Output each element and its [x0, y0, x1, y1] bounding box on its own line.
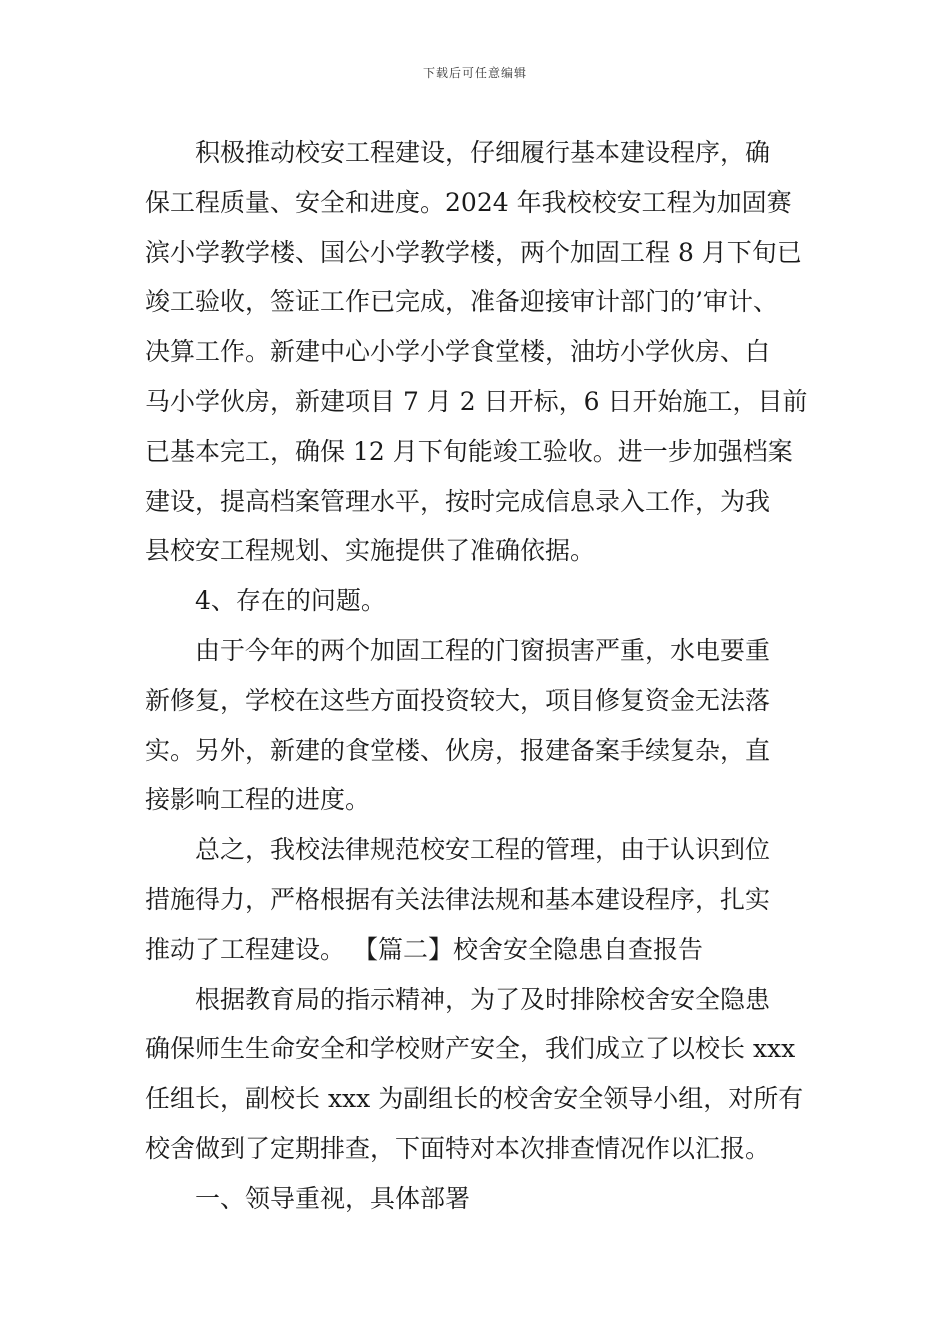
paragraph-report-intro — [145, 975, 815, 1174]
text-line: 竣工验收，签证工作已完成，准备迎接审计部门的’审计、 — [145, 287, 778, 317]
text-line: 保工程质量、安全和进度。2024 年我校校安工程为加固赛 — [145, 187, 792, 217]
text-line: 接影响工程的进度。 — [145, 785, 371, 815]
text-line: 决算工作。新建中心小学小学食堂楼，油坊小学伙房、白 — [145, 337, 771, 367]
text-line: 根据教育局的指示精神，为了及时排除校舍安全隐患 — [195, 984, 771, 1014]
text-line: 滨小学教学楼、国公小学教学楼，两个加固工程 8 月下旬已 — [145, 237, 802, 267]
text-line: 实。另外，新建的食堂楼、伙房，报建备案手续复杂，直 — [145, 735, 771, 765]
text-line: 确保师生生命安全和学校财产安全，我们成立了以校长 xxx — [145, 1034, 796, 1064]
text-line: 积极推动校安工程建设，仔细履行基本建设程序，确 — [195, 138, 771, 167]
text-line: 一、领导重视，具体部署 — [195, 1183, 471, 1213]
text-line: 建设，提高档案管理水平，按时完成信息录入工作，为我 — [145, 486, 771, 516]
text-line: 马小学伙房，新建项目 7 月 2 日开标，6 日开始施工，目前 — [145, 386, 808, 416]
text-line: 任组长，副校长 xxx 为副组长的校舍安全领导小组，对所有 — [145, 1084, 804, 1114]
section-heading-leadership — [145, 1174, 815, 1224]
text-line: 总之，我校法律规范校安工程的管理，由于认识到位 — [195, 835, 771, 865]
text-line: 已基本完工，确保 12 月下旬能竣工验收。进一步加强档案 — [145, 436, 793, 466]
text-line: 推动了工程建设。 【篇二】校舍安全隐患自查报告 — [145, 934, 703, 964]
text-line: 新修复，学校在这些方面投资较大，项目修复资金无法落 — [145, 685, 771, 715]
paragraph-construction — [145, 128, 815, 576]
document-body — [145, 128, 815, 1224]
text-line: 措施得力，严格根据有关法律法规和基本建设程序，扎实 — [145, 884, 771, 914]
paragraph-summary — [145, 825, 815, 974]
paragraph-problems — [145, 626, 815, 825]
page-header: 下载后可任意编辑 — [422, 66, 527, 80]
text-line: 县校安工程规划、实施提供了准确依据。 — [145, 536, 596, 566]
section-heading-problems — [145, 576, 815, 626]
text-line: 由于今年的两个加固工程的门窗损害严重，水电要重 — [195, 635, 771, 665]
text-line: 校舍做到了定期排查，下面特对本次排查情况作以汇报。 — [145, 1133, 771, 1163]
text-line: 4、存在的问题。 — [195, 586, 386, 616]
